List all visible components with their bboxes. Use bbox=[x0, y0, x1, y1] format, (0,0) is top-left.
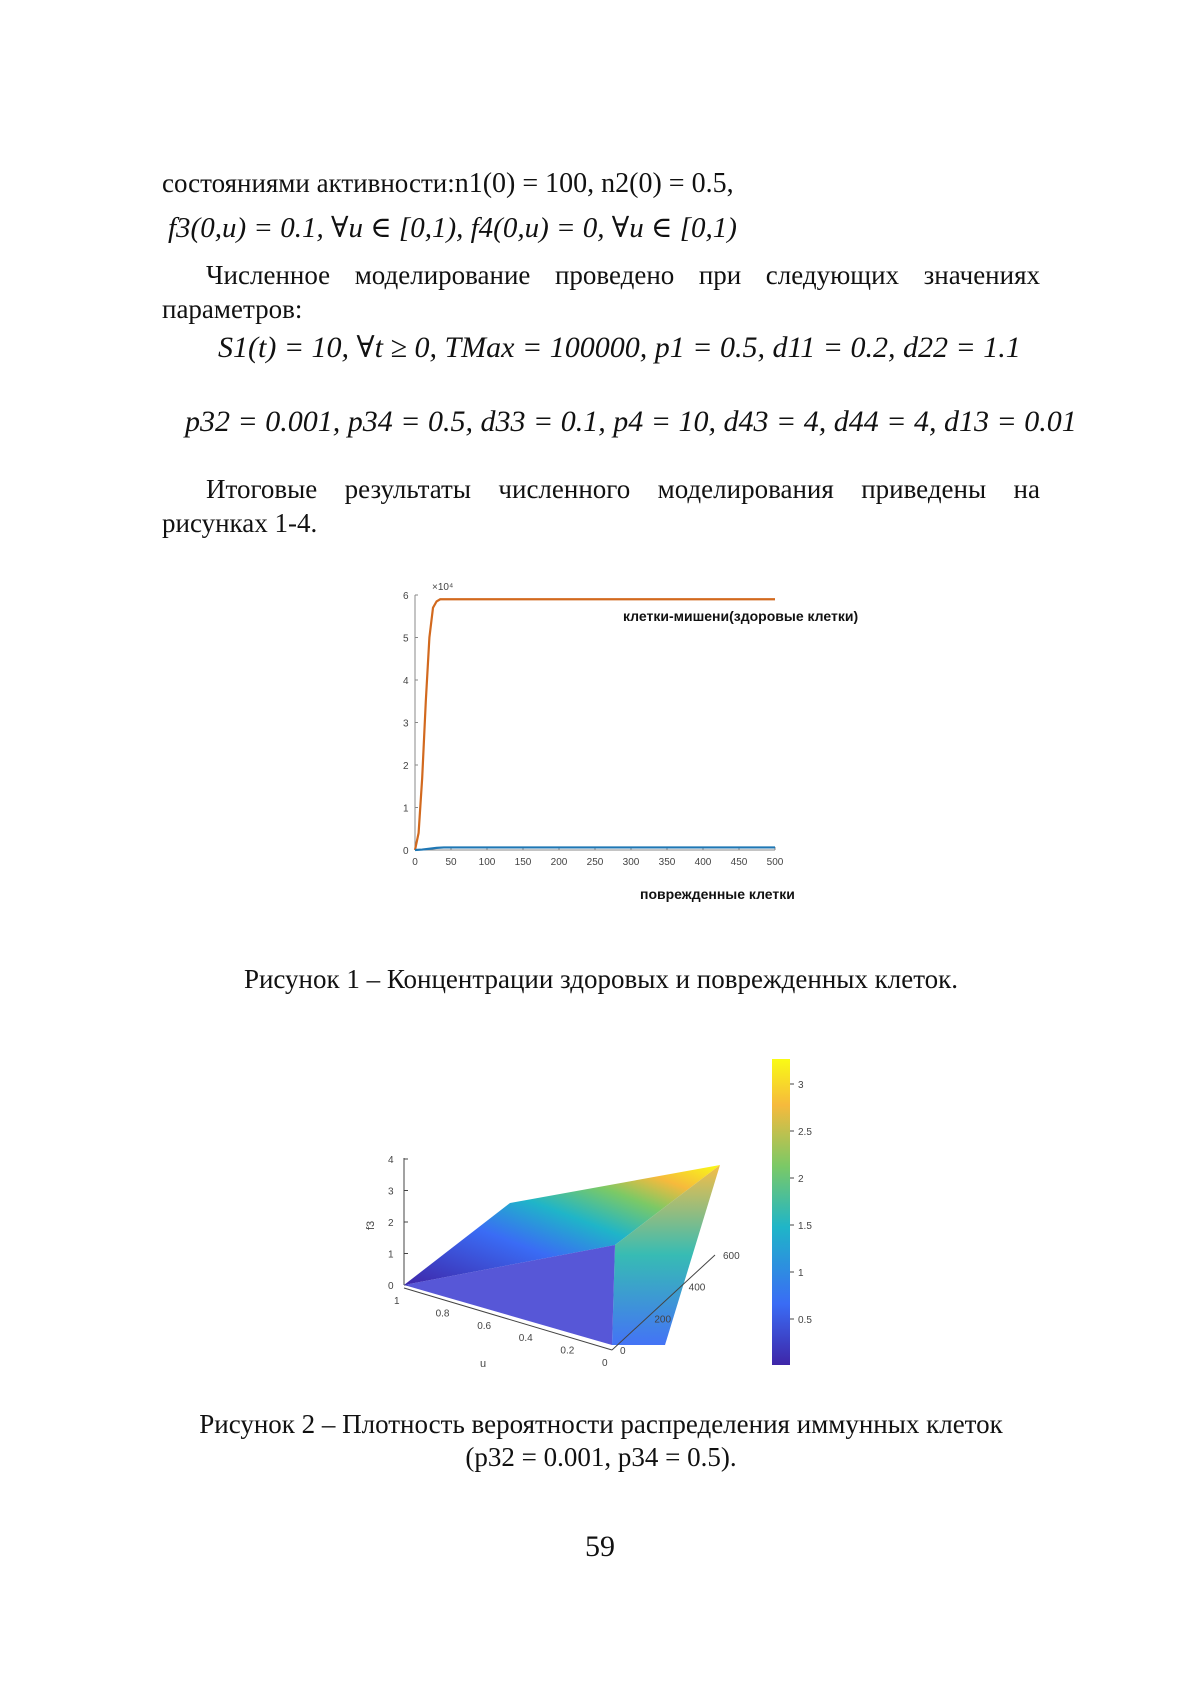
t-tick-label: 200 bbox=[654, 1314, 672, 1326]
y-tick-label: 5 bbox=[403, 633, 409, 645]
z-tick-label: 2 bbox=[388, 1218, 394, 1229]
x-tick-label: 200 bbox=[550, 857, 568, 868]
figure-1-axes bbox=[403, 591, 784, 868]
colorbar-gradient bbox=[772, 1059, 790, 1365]
y-tick-label: 3 bbox=[403, 718, 409, 730]
colorbar-tick-label: 2.5 bbox=[798, 1127, 812, 1138]
x-tick-label: 300 bbox=[622, 857, 640, 868]
figure-1-caption: Рисунок 1 – Концентрации здоровых и поврежденных клеток. bbox=[243, 964, 959, 994]
u-tick-label: 0.2 bbox=[560, 1345, 575, 1357]
y-tick-label: 0 bbox=[403, 846, 409, 857]
series-label-damaged: поврежденные клетки bbox=[640, 886, 795, 902]
line1-math: n1(0) = 100, n2(0) = 0.5, bbox=[454, 168, 734, 199]
colorbar-tick-label: 0.5 bbox=[798, 1315, 812, 1326]
y-tick-label: 1 bbox=[403, 803, 409, 815]
figure-1-chart bbox=[390, 575, 860, 945]
z-axis-label: f3 bbox=[365, 1220, 377, 1230]
t-tick-label: 400 bbox=[688, 1282, 706, 1294]
x-tick-label: 50 bbox=[445, 857, 457, 868]
colorbar-tick-label: 3 bbox=[798, 1080, 804, 1091]
z-tick-label: 1 bbox=[388, 1249, 394, 1261]
series-line-healthy bbox=[415, 599, 775, 850]
u-tick-label: 1 bbox=[394, 1296, 400, 1307]
figure-2-caption-line-1: Рисунок 2 – Плотность вероятности распределения иммунных клеток bbox=[199, 1409, 1003, 1439]
colorbar-tick-label: 2 bbox=[798, 1174, 804, 1185]
u-tick-label: 0.8 bbox=[435, 1308, 450, 1320]
line1-text: состояниями активности: bbox=[162, 168, 455, 198]
y-tick-label: 2 bbox=[403, 761, 409, 772]
colorbar-tick-label: 1 bbox=[798, 1268, 804, 1279]
params-equation-2: p32 = 0.001, p34 = 0.5, d33 = 0.1, p4 = 10, d43 = 4, d44 = 4, d13 = 0.01 bbox=[185, 405, 1077, 438]
figure-2-surface-plot bbox=[360, 1045, 830, 1385]
u-tick-label: 0.6 bbox=[477, 1320, 492, 1332]
colorbar bbox=[770, 1057, 860, 1367]
z-ticks bbox=[388, 1155, 408, 1292]
colorbar-ticks bbox=[790, 1080, 812, 1326]
x-tick-label: 0 bbox=[412, 857, 418, 868]
params-equation-1: S1(t) = 10, ∀t ≥ 0, TMax = 100000, p1 = 0.5, d11 = 0.2, d22 = 1.1 bbox=[218, 331, 1021, 364]
u-tick-label: 0.4 bbox=[518, 1333, 533, 1345]
x-tick-label: 400 bbox=[694, 857, 712, 868]
para1-line1: Численное моделирование проведено при следующих значениях bbox=[206, 260, 1040, 290]
figure-1-exponent: ×10⁴ bbox=[432, 582, 454, 593]
u-tick-label: 0 bbox=[602, 1358, 608, 1369]
y-tick-label: 6 bbox=[403, 591, 409, 602]
y-tick-label: 4 bbox=[403, 676, 409, 687]
t-tick-label: 600 bbox=[723, 1251, 740, 1262]
para2-line2: рисунках 1-4. bbox=[162, 508, 318, 538]
figure-1-lines bbox=[415, 599, 775, 850]
page-number: 59 bbox=[585, 1530, 615, 1563]
figure-2-caption-line-2: (p32 = 0.001, p34 = 0.5). bbox=[465, 1442, 737, 1472]
x-tick-label: 450 bbox=[730, 857, 748, 868]
para2-line1: Итоговые результаты численного моделирования приведены на bbox=[206, 474, 1040, 504]
z-tick-label: 0 bbox=[388, 1281, 394, 1292]
x-tick-label: 500 bbox=[766, 857, 784, 868]
text-line-1 bbox=[162, 166, 1040, 202]
para1-line2: параметров: bbox=[162, 294, 303, 324]
u-axis-label: u bbox=[480, 1358, 487, 1370]
x-tick-label: 100 bbox=[478, 857, 496, 868]
series-label-healthy: клетки-мишени(здоровые клетки) bbox=[623, 608, 859, 624]
x-tick-label: 250 bbox=[586, 857, 604, 868]
t-tick-label: 0 bbox=[620, 1346, 626, 1357]
z-tick-label: 3 bbox=[388, 1186, 394, 1198]
x-tick-label: 350 bbox=[658, 857, 676, 868]
line2-math: f3(0,u) = 0.1, ∀u ∈ [0,1), f4(0,u) = 0, ∀u ∈ [0,1) bbox=[168, 212, 737, 244]
z-tick-label: 4 bbox=[388, 1155, 394, 1166]
x-tick-label: 150 bbox=[514, 857, 532, 868]
colorbar-tick-label: 1.5 bbox=[798, 1221, 812, 1232]
